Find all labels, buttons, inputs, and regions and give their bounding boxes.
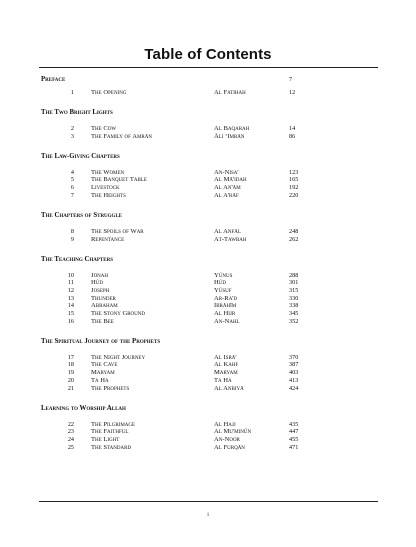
chapter-page: 447 [289, 428, 299, 436]
chapter-arabic-title: Al Anfāl [214, 227, 241, 235]
chapter-arabic-title: Al Fatihah [214, 89, 246, 96]
chapter-page: 338 [289, 302, 299, 310]
chapter-number: 12 [67, 286, 74, 294]
chapter-arabic-title: An-Nahl [214, 317, 240, 325]
chapter-page: 12 [289, 89, 296, 96]
chapter-page: 403 [289, 369, 299, 377]
chapter-arabic-title: At-Tawbah [214, 235, 247, 243]
chapter-english-title: Livestock [91, 184, 120, 192]
chapter-page: 315 [289, 286, 299, 294]
chapter-number: 22 [67, 420, 74, 428]
chapter-page: 123 [289, 168, 299, 176]
chapter-page: 370 [289, 353, 299, 361]
chapter-page: 455 [289, 435, 299, 443]
top-rule [39, 67, 378, 68]
chapter-english-title: The Cave [91, 361, 118, 369]
chapter-arabic-title: Ar-Ra'd [214, 294, 238, 302]
chapter-arabic-title: Al Baqarah [214, 125, 250, 132]
chapter-english-title: The Pilgrimage [91, 420, 136, 428]
chapter-arabic-title: Āli ‘Imrān [214, 132, 245, 140]
chapter-english-title: Ta Ha [91, 376, 109, 384]
chapter-english-title: Joseph [91, 286, 110, 294]
chapter-page: 301 [289, 279, 299, 287]
chapter-page: 330 [289, 294, 299, 302]
chapter-page: 352 [289, 317, 299, 325]
chapter-arabic-title: Al A'rāf [214, 191, 239, 199]
chapter-arabic-title: Al Isrā' [214, 353, 237, 361]
bottom-rule [39, 501, 378, 502]
chapter-arabic-title: Ibrāhīm [214, 302, 237, 310]
chapter-number: 9 [70, 235, 74, 243]
chapter-number: 21 [67, 384, 74, 392]
chapter-english-title: The Faithful [91, 428, 129, 436]
section-heading: The Law-Giving Chapters [41, 152, 120, 160]
chapter-number: 5 [70, 176, 74, 184]
chapter-english-title: The Women [91, 168, 125, 176]
chapter-arabic-title: Al Hajj [214, 420, 236, 428]
chapter-page: 387 [289, 361, 299, 369]
chapter-english-title: The Stony Ground [91, 310, 145, 317]
chapter-page: 345 [289, 310, 299, 317]
chapter-arabic-title: An-Noor [214, 435, 240, 443]
chapter-arabic-title: Al An'ām [214, 184, 241, 192]
chapter-english-title: The Spoils of War [91, 227, 144, 235]
chapter-english-title: The Family of Amrān [91, 132, 152, 140]
chapter-arabic-title: An-Nisa' [214, 168, 239, 176]
chapter-english-title: Thunder [91, 294, 116, 302]
section-heading: The Teaching Chapters [41, 255, 113, 263]
chapter-english-title: The Prophets [91, 384, 130, 392]
chapter-number: 23 [67, 428, 74, 436]
chapter-number: 14 [67, 302, 74, 310]
chapter-english-title: The Light [91, 435, 120, 443]
section-heading: Learning to Worship Allah [41, 404, 126, 412]
chapter-number: 20 [67, 376, 74, 384]
chapter-page: 262 [289, 235, 299, 243]
chapter-number: 13 [67, 294, 74, 302]
chapter-arabic-title: Al Hijr [214, 310, 236, 317]
chapter-page: 192 [289, 184, 299, 192]
chapter-number: 1 [70, 89, 74, 96]
chapter-arabic-title: Maryam [214, 369, 238, 377]
chapter-number: 4 [70, 168, 74, 176]
chapter-english-title: Jonah [91, 271, 109, 279]
chapter-page: 471 [289, 443, 299, 451]
chapter-english-title: Hūd [91, 279, 103, 287]
chapter-number: 7 [70, 191, 74, 199]
chapter-english-title: Repentance [91, 235, 125, 243]
preface-page: 7 [289, 76, 293, 83]
chapter-number: 15 [67, 310, 74, 317]
page-title: Table of Contents [144, 46, 272, 63]
chapter-number: 18 [67, 361, 74, 369]
chapter-page: 288 [289, 271, 299, 279]
chapter-arabic-title: Yūnus [214, 271, 233, 279]
chapter-page: 14 [289, 125, 296, 132]
chapter-english-title: The Heights [91, 191, 126, 199]
chapter-arabic-title: Al Mu'minūn [214, 428, 252, 436]
chapter-number: 24 [67, 435, 74, 443]
chapter-english-title: Maryam [91, 369, 115, 377]
chapter-arabic-title: Yūsuf [214, 286, 232, 294]
chapter-number: 6 [70, 184, 74, 192]
chapter-page: 220 [289, 191, 299, 199]
chapter-english-title: The Bee [91, 317, 114, 325]
chapter-page: 86 [289, 132, 296, 140]
chapter-number: 3 [70, 132, 74, 140]
chapter-arabic-title: Al Mā'idah [214, 176, 247, 184]
section-heading: The Spiritual Journey of the Prophets [41, 337, 161, 345]
chapter-english-title: The Night Journey [91, 353, 146, 361]
chapter-number: 17 [67, 353, 74, 361]
chapter-english-title: The Banquet Table [91, 176, 147, 184]
chapter-page: 248 [289, 227, 299, 235]
chapter-number: 11 [68, 279, 74, 287]
chapter-number: 16 [67, 317, 74, 325]
chapter-number: 2 [70, 125, 74, 132]
chapter-number: 10 [67, 271, 74, 279]
page-number: 1 [206, 512, 210, 518]
section-heading: The Chapters of Struggle [41, 211, 123, 219]
chapter-arabic-title: Al Furqān [214, 443, 245, 451]
chapter-english-title: The Opening [91, 89, 127, 96]
chapter-english-title: The Cow [91, 125, 117, 132]
chapter-english-title: The Standard [91, 443, 132, 451]
chapter-arabic-title: Hūd [214, 279, 226, 287]
chapter-number: 25 [67, 443, 74, 451]
chapter-arabic-title: Al Kahf [214, 361, 239, 369]
section-heading: The Two Bright Lights [41, 109, 113, 116]
chapter-page: 424 [289, 384, 299, 392]
chapter-page: 413 [289, 376, 299, 384]
chapter-number: 8 [70, 227, 74, 235]
chapter-page: 165 [289, 176, 299, 184]
chapter-number: 19 [67, 369, 74, 377]
chapter-arabic-title: Ta Ha [214, 376, 232, 384]
chapter-arabic-title: Al Anbiyā [214, 384, 244, 392]
preface-label: Preface [41, 76, 66, 83]
chapter-page: 435 [289, 420, 299, 428]
chapter-english-title: Abraham [91, 302, 118, 310]
